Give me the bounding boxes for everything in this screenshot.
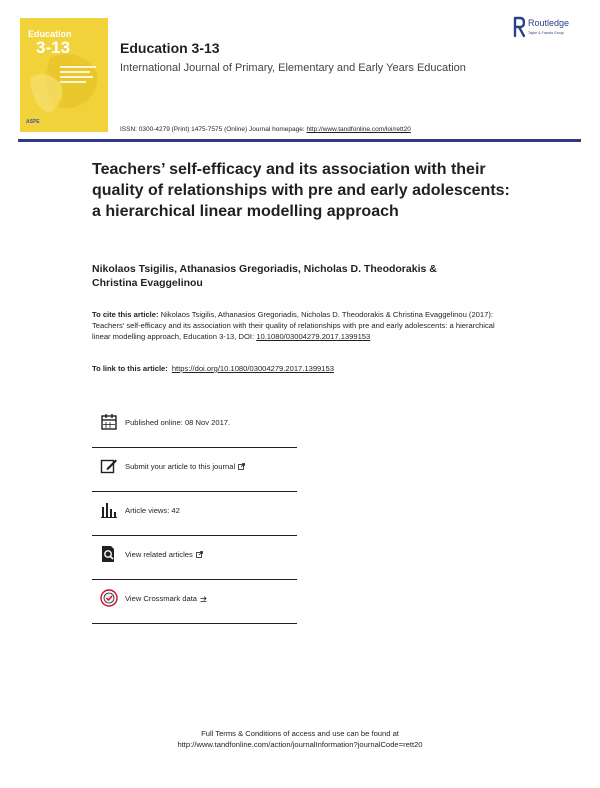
cite-label: To cite this article: [92, 310, 159, 319]
issn-text: ISSN: 0300-4279 (Print) 1475-7575 (Online) Journal homepage: [120, 126, 307, 133]
journal-homepage-link[interactable]: http://www.tandfonline.com/loi/rett20 [306, 126, 411, 133]
bar-chart-icon [100, 501, 118, 519]
article-actions [92, 404, 297, 624]
external-link-icon [196, 551, 203, 558]
external-link-icon [238, 463, 245, 470]
authors-line-2: Christina Evaggelinou [92, 277, 203, 289]
journal-cover [20, 18, 108, 132]
cover-number: 3-13 [36, 38, 71, 57]
publisher-name: Routledge [528, 18, 570, 28]
routledge-r-icon [513, 16, 525, 38]
footer-terms: Full Terms & Conditions of access and use can be found at [201, 729, 399, 738]
cover-title: Education [28, 29, 72, 39]
action-submit[interactable] [92, 448, 297, 492]
header-rule [18, 139, 581, 142]
related-label: View related articles [125, 550, 193, 559]
published-label: Published online: 08 Nov 2017. [125, 418, 231, 427]
article-title: Teachers’ self-efficacy and its association with their quality of relationships with pre and early adolescents: a hierarchical linear modelling approach [92, 161, 510, 220]
crossmark-link-icon [200, 595, 207, 602]
link-label: To link to this article: [92, 364, 168, 373]
article-doi-link[interactable]: https://doi.org/10.1080/03004279.2017.1399153 [171, 364, 334, 373]
cover-logo: ASPE [26, 119, 40, 125]
publisher-logo [513, 16, 593, 40]
article-link-line [92, 364, 334, 373]
action-related[interactable] [92, 536, 297, 580]
cite-doi-link[interactable]: 10.1080/03004279.2017.1399153 [256, 332, 371, 341]
authors-line-1: Nikolaos Tsigilis, Athanasios Gregoriadis, Nicholas D. Theodorakis & [92, 263, 437, 275]
action-crossmark[interactable] [92, 580, 297, 624]
cite-text: Nikolaos Tsigilis, Athanasios Gregoriadis, Nicholas D. Theodorakis & Christina Evaggelinou (2017): Teachers’ self-efficacy and its association with their quality of relationships with pre and early adolescents: a hierarchical linear modelling approach, Education 3-13, DOI: [92, 310, 495, 341]
views-label: Article views: 42 [125, 506, 180, 515]
issn-line [120, 126, 411, 133]
submit-icon [100, 457, 118, 475]
journal-subtitle: International Journal of Primary, Elementary and Early Years Education [120, 62, 466, 74]
action-published [92, 404, 297, 448]
related-articles-icon [100, 545, 118, 563]
journal-name: Education 3-13 [120, 40, 220, 56]
citation-block [92, 309, 508, 342]
crossmark-label: View Crossmark data [125, 594, 198, 603]
calendar-icon [100, 413, 118, 431]
article-authors [92, 262, 492, 290]
submit-label: Submit your article to this journal [125, 462, 236, 471]
publisher-tagline: Taylor & Francis Group [528, 31, 564, 35]
crossmark-icon [100, 589, 118, 607]
footer-url[interactable]: http://www.tandfonline.com/action/journalInformation?journalCode=rett20 [177, 740, 423, 749]
action-views [92, 492, 297, 536]
footer [0, 728, 600, 750]
